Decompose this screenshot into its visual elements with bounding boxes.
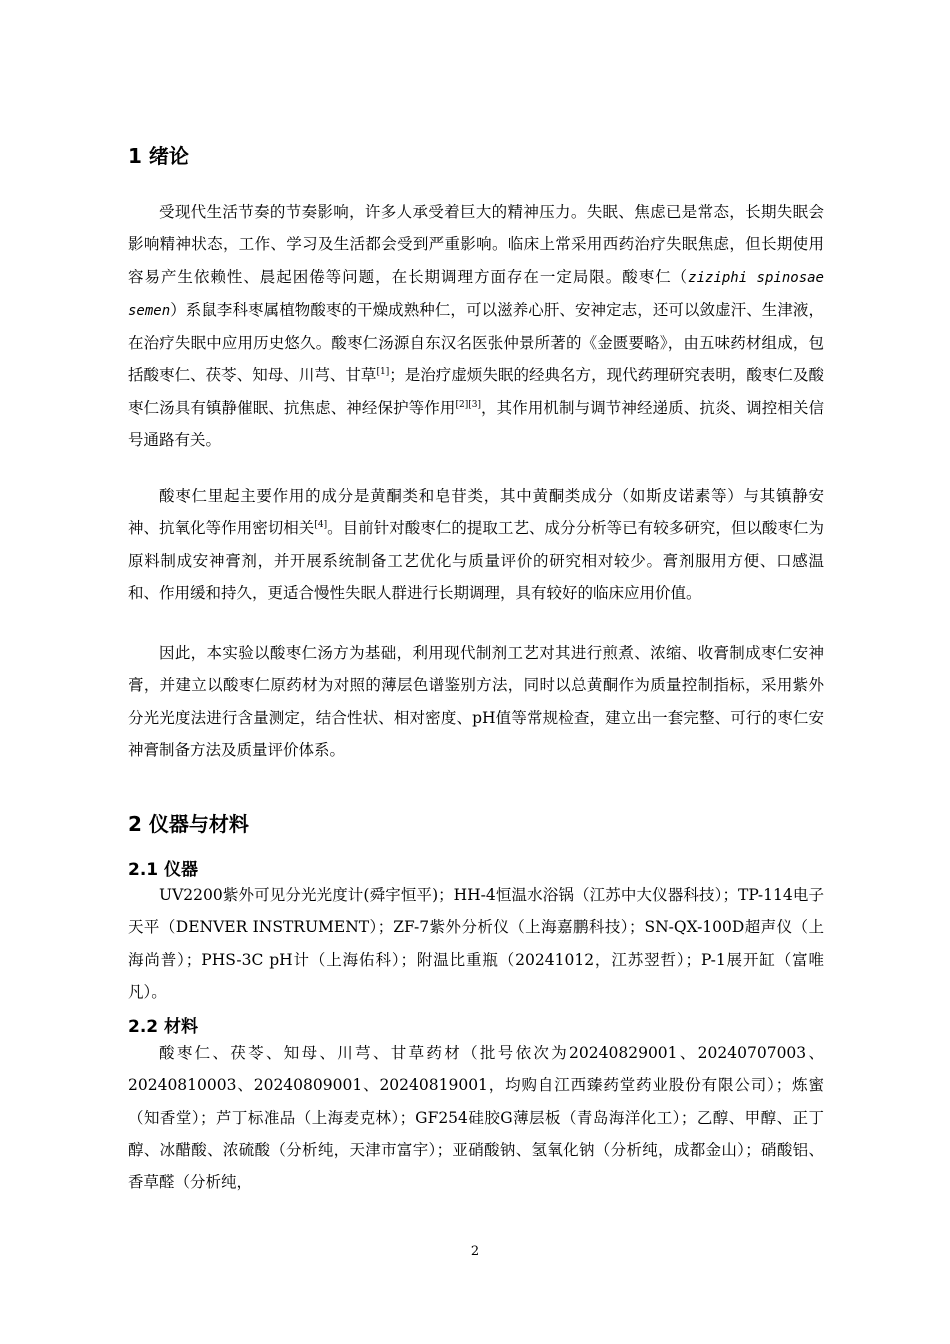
instruments-paragraph: UV2200紫外可见分光光度计(舜宇恒平)；HH-4恒温水浴锅（江苏中大仪器科技）；TP-114电子天平（DENVER INSTRUMENT）；ZF-7紫外分析仪（上海嘉鹏科技）；SN-QX-100D超声仪（上海尚普）；PHS-3C pH计（上海佑科）；附温比重瓶（20241012，江苏翌哲）；P-1展开缸（富唯凡）。 [128,886,824,1001]
latin-name: ziziphi spinosae semen [128,269,824,319]
p2-text-b: 。目前针对酸枣仁的提取工艺、成分分析等已有较多研究，但以酸枣仁为原料制成安神膏剂，并开展系统制备工艺优化与质量评价的研究相对较少。膏剂服用方便、口感温和、作用缓和持久，更适合慢性失眠人群进行长期调理，具有较好的临床应用价值。 [128,519,824,602]
p1-text-d: ，其作用机制与调节神经递质、抗炎、调控相关信号通路有关。 [128,398,824,450]
section-2-heading: 2 仪器与材料 [128,812,249,836]
page-number: 2 [470,1244,480,1259]
citation-2[interactable]: [2] [455,399,469,410]
section-1-paragraph-1 [128,196,824,456]
citation-3[interactable]: [3] [468,399,481,410]
p2-text-a: 酸枣仁里起主要作用的成分是黄酮类和皂苷类，其中黄酮类成分（如斯皮诺素等）与其镇静安神、抗氧化等作用密切相关 [128,487,824,538]
subsection-2-1-heading: 2.1 仪器 [128,860,199,880]
p1-text-b: ）系鼠李科枣属植物酸枣的干燥成熟种仁，可以滋养心肝、安神定志，还可以敛虚汗、生津液，在治疗失眠中应用历史悠久。酸枣仁汤源自东汉名医张仲景所著的《金匮要略》，由五味药材组成，包括酸枣仁、茯苓、知母、川芎、甘草 [128,300,824,385]
p1-text-a: 受现代生活节奏的节奏影响，许多人承受着巨大的精神压力。失眠、焦虑已是常态，长期失眠会影响精神状态，工作、学习及生活都会受到严重影响。临床上常采用西药治疗失眠焦虑，但长期使用容易产生依赖性、晨起困倦等问题，在长期调理方面存在一定局限。酸枣仁（ [128,203,824,286]
citation-1[interactable]: [1] [376,367,390,378]
subsection-2-2-heading: 2.2 材料 [128,1017,199,1037]
section-1-paragraph-2 [128,480,824,609]
p1-text-c: ；是治疗虚烦失眠的经典名方，现代药理研究表明，酸枣仁及酸枣仁汤具有镇静催眠、抗焦虑、神经保护等作用 [128,366,824,417]
citation-4[interactable]: [4] [314,520,328,531]
section-1-heading: 1 绪论 [128,144,189,168]
section-1-paragraph-3: 因此，本实验以酸枣仁汤方为基础，利用现代制剂工艺对其进行煎煮、浓缩、收膏制成枣仁安神膏，并建立以酸枣仁原药材为对照的薄层色谱鉴别方法，同时以总黄酮作为质量控制指标，采用紫外分光光度法进行含量测定，结合性状、相对密度、pH值等常规检查，建立出一套完整、可行的枣仁安神膏制备方法及质量评价体系。 [128,644,824,759]
materials-paragraph: 酸枣仁、茯苓、知母、川芎、甘草药材（批号依次为20240829001、20240707003、20240810003、20240809001、20240819001，均购自江西臻药堂药业股份有限公司）；炼蜜（知香堂）；芦丁标准品（上海麦克林）；GF254硅胶G薄层板（青岛海洋化工）；乙醇、甲醇、正丁醇、冰醋酸、浓硫酸（分析纯，天津市富宇）；亚硝酸钠、氢氧化钠（分析纯，成都金山）；硝酸铝、香草醛（分析纯， [128,1044,824,1192]
